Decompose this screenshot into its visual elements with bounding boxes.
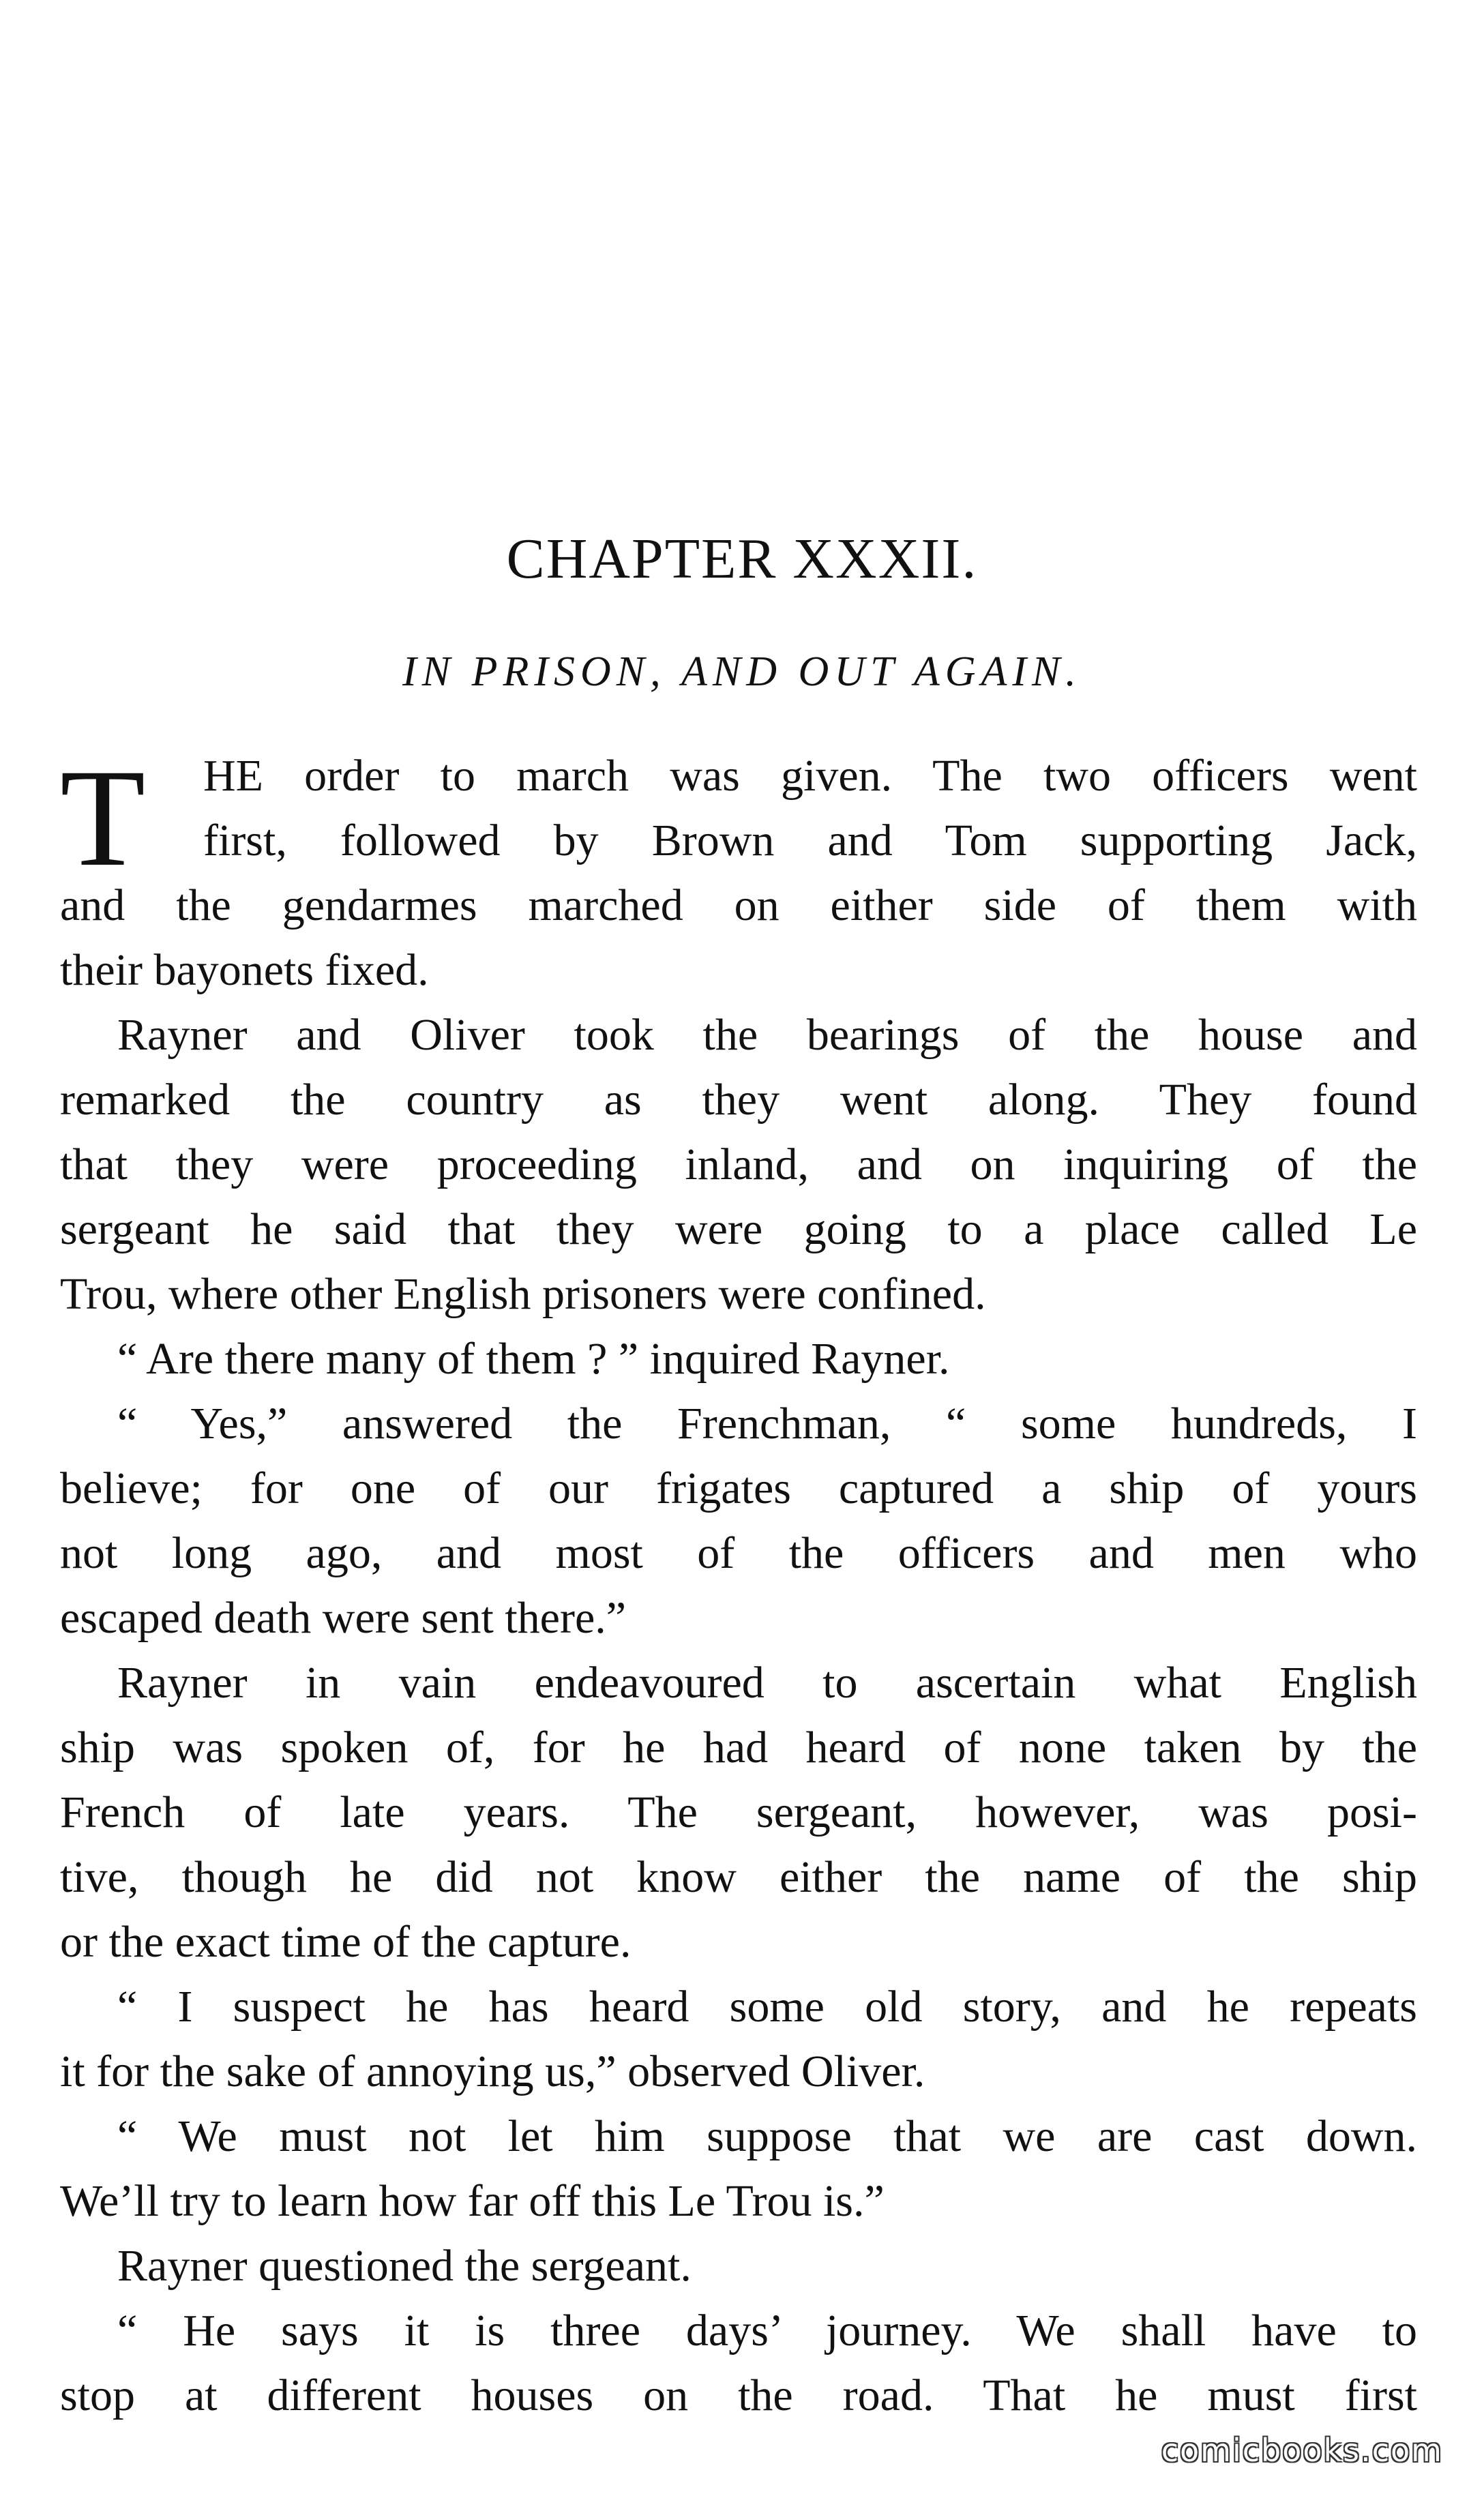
text-line: sergeant he said that they were going to a place called Le (60, 1204, 1417, 1254)
text-line: Rayner questioned the sergeant. (117, 2241, 692, 2291)
text-line: first, followed by Brown and Tom supporting Jack, (203, 816, 1417, 865)
text-line: their bayonets fixed. (60, 945, 429, 995)
text-line: not long ago, and most of the officers and men who (60, 1528, 1417, 1578)
text-line: “ Yes,” answered the Frenchman, “ some hundreds, I (117, 1399, 1417, 1448)
chapter-heading: CHAPTER XXXII. (506, 527, 978, 591)
text-line: believe; for one of our frigates captured a ship of yours (60, 1464, 1417, 1513)
text-line: escaped death were sent there.” (60, 1593, 627, 1643)
text-line: HE order to march was given. The two officers went (203, 751, 1417, 801)
body-text (60, 743, 1417, 2428)
text-line: and the gendarmes marched on either side of them with (60, 880, 1417, 930)
text-line: Rayner in vain endeavoured to ascertain what English (117, 1658, 1417, 1708)
chapter-subtitle: IN PRISON, AND OUT AGAIN. (402, 649, 1082, 695)
text-line: Rayner and Oliver took the bearings of the house and (117, 1010, 1417, 1060)
text-line: that they were proceeding inland, and on inquiring of the (60, 1140, 1417, 1189)
text-line: it for the sake of annoying us,” observed Oliver. (60, 2047, 925, 2096)
text-line: “ I suspect he has heard some old story, and he repeats (117, 1982, 1417, 2032)
text-line: “ We must not let him suppose that we are cast down. (117, 2111, 1417, 2161)
text-line: “ Are there many of them ? ” inquired Rayner. (117, 1334, 950, 1384)
text-line: Trou, where other English prisoners were confined. (60, 1269, 986, 1319)
watermark: comicbooks.com (1161, 2432, 1443, 2469)
text-line: or the exact time of the capture. (60, 1917, 632, 1967)
text-line: We’ll try to learn how far off this Le Trou is.” (60, 2176, 885, 2226)
text-line: “ He says it is three days’ journey. We shall have to (117, 2306, 1417, 2356)
text-line: ship was spoken of, for he had heard of none taken by the (60, 1723, 1417, 1772)
text-line: tive, though he did not know either the name of the ship (60, 1852, 1417, 1902)
text-line: stop at different houses on the road. That he must first (60, 2371, 1417, 2420)
drop-cap: T (60, 741, 146, 895)
text-line: remarked the country as they went along. They found (60, 1075, 1417, 1125)
text-line: French of late years. The sergeant, however, was posi- (60, 1787, 1417, 1837)
